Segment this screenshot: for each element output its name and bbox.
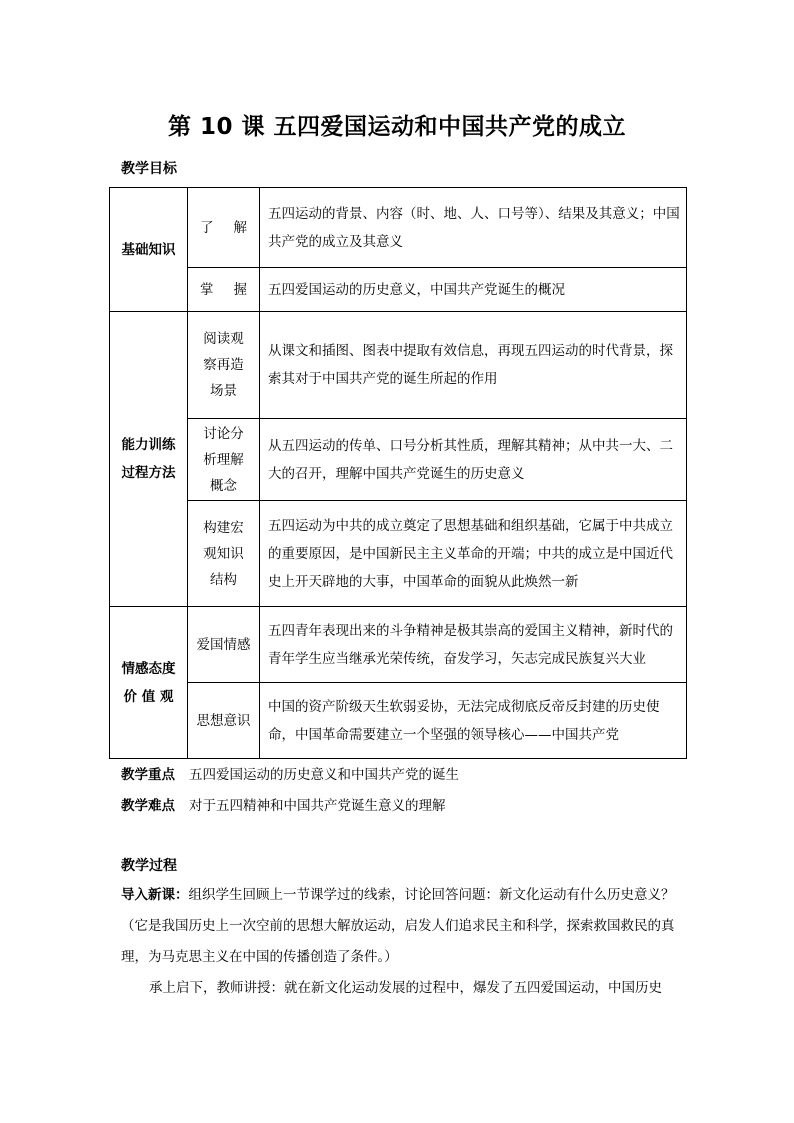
goals-heading: 教学目标 bbox=[121, 161, 177, 177]
category-ability-line2: 过程方法 bbox=[121, 465, 176, 481]
category-emotion-line1: 情感态度 bbox=[121, 660, 176, 677]
sub-ideology: 思想意识 bbox=[188, 683, 260, 759]
category-knowledge: 基础知识 bbox=[110, 188, 188, 312]
desc-discuss: 从五四运动的传单、口号分析其性质，理解其精神；从中共一大、二大的召开，理解中国共产党诞生的历史意义 bbox=[260, 419, 687, 501]
difficulty-label: 教学难点 bbox=[121, 798, 175, 814]
category-ability-line1: 能力训练 bbox=[121, 437, 176, 453]
key-point-text: 五四爱国运动的历史意义和中国共产党的诞生 bbox=[189, 767, 459, 783]
page-title: 第 10 课 五四爱国运动和中国共产党的成立 bbox=[167, 114, 627, 140]
category-emotion bbox=[110, 607, 188, 759]
sub-understand-char2: 解 bbox=[233, 219, 247, 236]
sub-master-char2: 握 bbox=[233, 281, 247, 298]
table-row bbox=[110, 268, 687, 312]
process-heading: 教学过程 bbox=[121, 858, 177, 874]
transition-paragraph: 承上启下，教师讲授：就在新文化运动发展的过程中，爆发了五四爱国运动，中国历史 bbox=[149, 980, 662, 996]
table-row bbox=[110, 312, 687, 419]
category-emotion-line2: 价 值 观 bbox=[123, 688, 174, 705]
table-row bbox=[110, 188, 687, 268]
desc-patriotism: 五四青年表现出来的斗争精神是极其崇高的爱国主义精神，新时代的青年学生应当继承光荣传统，奋发学习，矢志完成民族复兴大业 bbox=[260, 607, 687, 683]
table-row bbox=[110, 607, 687, 683]
sub-master-char1: 掌 bbox=[200, 281, 214, 298]
table-row bbox=[110, 419, 687, 501]
sub-discuss: 讨论分析理解概念 bbox=[188, 419, 260, 501]
sub-patriotism: 爱国情感 bbox=[188, 607, 260, 683]
sub-master bbox=[188, 268, 260, 312]
sub-structure: 构建宏观知识结构 bbox=[188, 501, 260, 607]
table-row bbox=[110, 683, 687, 759]
sub-observe: 阅读观察再造场景 bbox=[188, 312, 260, 419]
intro-paragraph bbox=[121, 880, 679, 973]
desc-observe: 从课文和插图、图表中提取有效信息，再现五四运动的时代背景，探索其对于中国共产党的诞生所起的作用 bbox=[260, 312, 687, 419]
table-row bbox=[110, 501, 687, 607]
key-point-line bbox=[121, 763, 459, 783]
category-ability bbox=[110, 312, 188, 607]
sub-understand-char1: 了 bbox=[200, 219, 214, 236]
difficulty-text: 对于五四精神和中国共产党诞生意义的理解 bbox=[189, 798, 446, 814]
intro-label: 导入新课： bbox=[121, 887, 189, 903]
intro-text: 组织学生回顾上一节课学过的线索，讨论回答问题：新文化运动有什么历史意义？（它是我国历史上一次空前的思想大解放运动，启发人们追求民主和科学，探索救国救民的真理，为马克思主义在中国的传播创造了条件。） bbox=[121, 887, 675, 965]
goals-table bbox=[109, 187, 687, 759]
difficulty-line bbox=[121, 794, 446, 814]
desc-master: 五四爱国运动的历史意义，中国共产党诞生的概况 bbox=[260, 268, 687, 312]
desc-understand: 五四运动的背景、内容（时、地、人、口号等）、结果及其意义；中国共产党的成立及其意义 bbox=[260, 188, 687, 268]
desc-structure: 五四运动为中共的成立奠定了思想基础和组织基础，它属于中共成立的重要原因，是中国新民主主义革命的开端；中共的成立是中国近代史上开天辟地的大事，中国革命的面貌从此焕然一新 bbox=[260, 501, 687, 607]
key-point-label: 教学重点 bbox=[121, 767, 175, 783]
sub-understand bbox=[188, 188, 260, 268]
desc-ideology: 中国的资产阶级天生软弱妥协，无法完成彻底反帝反封建的历史使命，中国革命需要建立一个坚强的领导核心——中国共产党 bbox=[260, 683, 687, 759]
